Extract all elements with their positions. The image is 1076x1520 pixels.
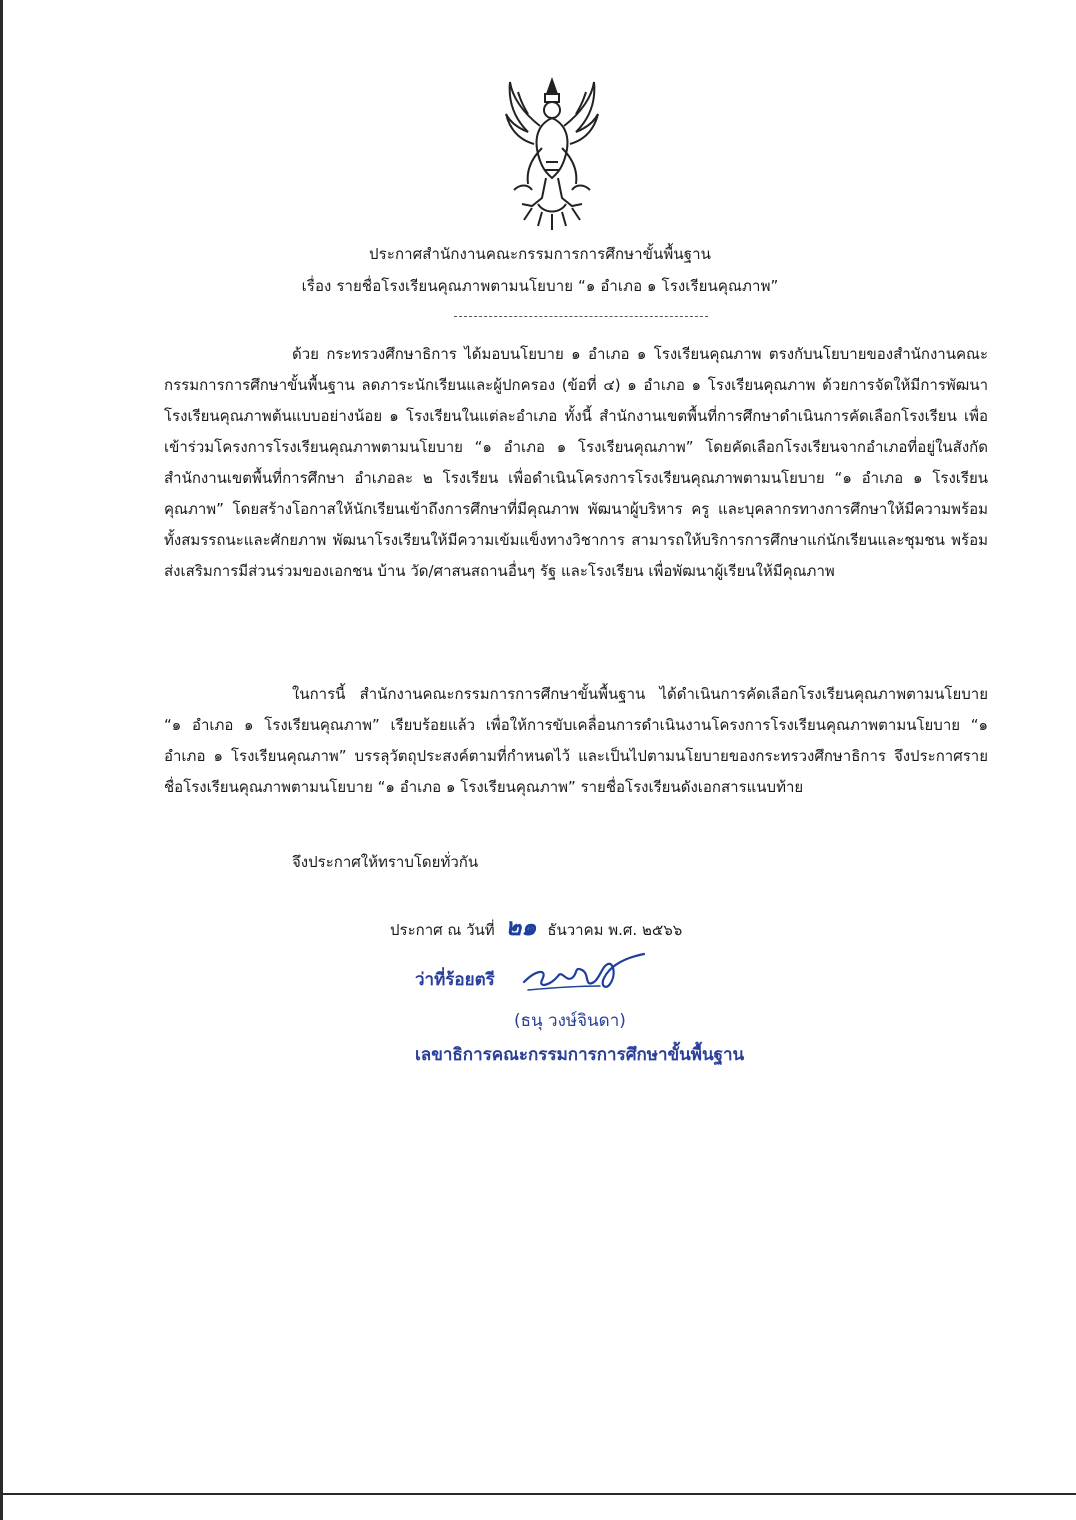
body-paragraph-1: ด้วย กระทรวงศึกษาธิการ ได้มอบนโยบาย ๑ อำเภอ ๑ โรงเรียนคุณภาพ ตรงกับนโยบายของสำนักงานคณะกรรมการการศึกษาขั้นพื้นฐาน ลดภาระนักเรียนและผู้ปกครอง (ข้อที่ ๔) ๑ อำเภอ ๑ โรงเรียนคุณภาพ ด้วยการจัดให้มีการพัฒนาโรงเรียนคุณภาพต้นแบบอย่างน้อย ๑ โรงเรียนในแต่ละอำเภอ ทั้งนี้ สำนักงานเขตพื้นที่การศึกษาดำเนินการคัดเลือกโรงเรียน เพื่อเข้าร่วมโครงการโรงเรียนคุณภาพตามนโยบาย “๑ อำเภอ ๑ โรงเรียนคุณภาพ” โดยคัดเลือกโรงเรียนจากอำเภอที่อยู่ในสังกัดสำนักงานเขตพื้นที่การศึกษา อำเภอละ ๒ โรงเรียน เพื่อดำเนินโครงการโรงเรียนคุณภาพตามนโยบาย “๑ อำเภอ ๑ โรงเรียนคุณภาพ” โดยสร้างโอกาสให้นักเรียนเข้าถึงการศึกษาที่มีคุณภาพ พัฒนาผู้บริหาร ครู และบุคลากรทางการศึกษาให้มีความพร้อมทั้งสมรรถนะและศักยภาพ พัฒนาโรงเรียนให้มีความเข้มแข็งทางวิชาการ สามารถให้บริการการศึกษาแก่นักเรียนและชุมชน พร้อมส่งเสริมการมีส่วนร่วมของเอกชน บ้าน วัด/ศาสนสถานอื่นๆ รัฐ และโรงเรียน เพื่อพัฒนาผู้เรียนให้มีคุณภาพ — [164, 345, 988, 580]
announcement-title: ประกาศสำนักงานคณะกรรมการการศึกษาขั้นพื้นฐาน — [369, 245, 711, 263]
announcement-subject: เรื่อง รายชื่อโรงเรียนคุณภาพตามนโยบาย “๑ อำเภอ ๑ โรงเรียนคุณภาพ” — [301, 277, 779, 295]
heading-divider — [454, 316, 708, 317]
handwritten-signature — [520, 952, 650, 996]
date-prefix: ประกาศ ณ วันที่ — [390, 921, 495, 939]
date-day-handwritten: ๒๑ — [505, 912, 537, 941]
body-paragraph-2: ในการนี้ สำนักงานคณะกรรมการการศึกษาขั้นพื้นฐาน ได้ดำเนินการคัดเลือกโรงเรียนคุณภาพตามนโยบาย “๑ อำเภอ ๑ โรงเรียนคุณภาพ” เรียบร้อยแล้ว เพื่อให้การขับเคลื่อนการดำเนินงานโครงการโรงเรียนคุณภาพตามนโยบาย “๑ อำเภอ ๑ โรงเรียนคุณภาพ” บรรลุวัตถุประสงค์ตามที่กำหนดไว้ และเป็นไปตามนโยบายของกระทรวงศึกษาธิการ จึงประกาศรายชื่อโรงเรียนคุณภาพตามนโยบาย “๑ อำเภอ ๑ โรงเรียนคุณภาพ” รายชื่อโรงเรียนดังเอกสารแนบท้าย — [164, 685, 988, 796]
scan-edge-bottom — [0, 1493, 1076, 1495]
date-month-year: ธันวาคม พ.ศ. ๒๕๖๖ — [547, 921, 683, 939]
signer-rank: ว่าที่ร้อยตรี — [415, 970, 495, 990]
garuda-emblem-icon — [502, 74, 602, 234]
scan-edge-left — [0, 0, 3, 1520]
closing-statement: จึงประกาศให้ทราบโดยทั่วกัน — [292, 853, 479, 871]
announcement-date — [390, 907, 682, 946]
signer-name: (ธนุ วงษ์จินดา) — [514, 1011, 626, 1031]
signer-position: เลขาธิการคณะกรรมการการศึกษาขั้นพื้นฐาน — [415, 1045, 745, 1065]
